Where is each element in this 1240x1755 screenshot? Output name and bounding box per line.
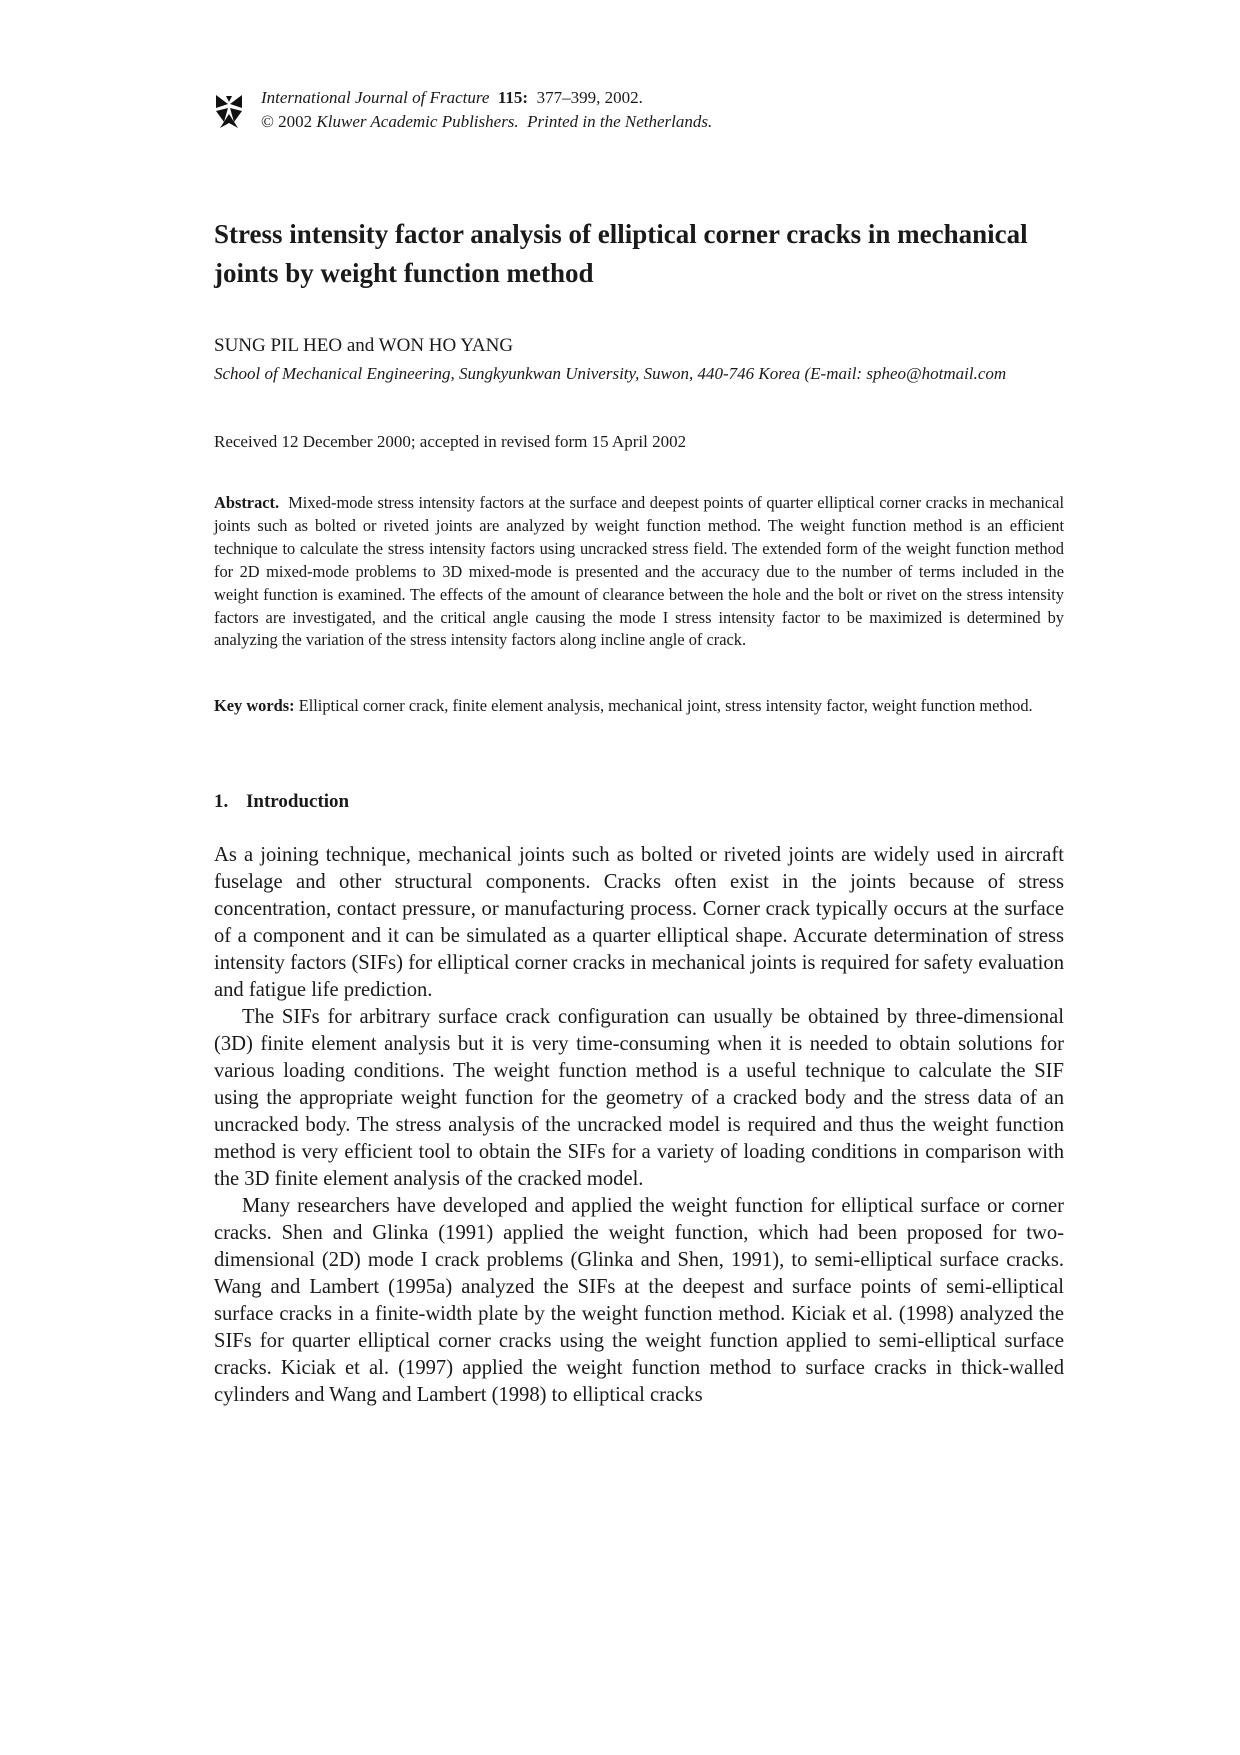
journal-name: International Journal of Fracture [261,88,490,107]
received-date: Received 12 December 2000; accepted in revised form 15 April 2002 [214,432,687,451]
copyright-line [261,110,712,134]
printed-note: Printed in the Netherlands. [527,112,713,131]
copyright-year: 2002 [278,112,313,131]
publisher-logo-icon [214,92,244,132]
author-list: SUNG PIL HEO and WON HO YANG [214,335,514,356]
paper-title: Stress intensity factor analysis of elliptical corner cracks in mechanical joints by weight function method [214,219,1028,288]
author-affiliation: School of Mechanical Engineering, Sungkyunkwan University, Suwon, 440-746 Korea (E-mail: spheo@hotmail.com [214,364,1007,383]
header-text [261,86,712,134]
section-number: 1. [214,791,229,812]
abstract-label: Abstract. [214,493,280,512]
journal-pages: 377–399, 2002. [536,88,643,107]
paragraph: Many researchers have developed and applied the weight function for elliptical surface or corner cracks. Shen and Glinka (1991) applied the weight function, which had been proposed for two-dimensional (2D) mode I crack problems (Glinka and Shen, 1991), to semi-elliptical surface cracks. Wang and Lambert (1995a) analyzed the SIFs at the deepest and surface points of semi-elliptical surface cracks in a finite-width plate by the weight function method. Kiciak et al. (1998) analyzed the SIFs for quarter elliptical corner cracks using the weight function applied to semi-elliptical surface cracks. Kiciak et al. (1997) applied the weight function method to surface cracks in thick-walled cylinders and Wang and Lambert (1998) to elliptical cracks [214,1195,1064,1406]
paragraph: As a joining technique, mechanical joints such as bolted or riveted joints are widely used in aircraft fuselage and other structural components. Cracks often exist in the joints because of stress concentration, contact pressure, or manufacturing process. Corner crack typically occurs at the surface of a component and it can be simulated as a quarter elliptical shape. Accurate determination of stress intensity factors (SIFs) for elliptical corner cracks in mechanical joints is required for safety evaluation and fatigue life prediction. [214,844,1064,1001]
keywords-text: Elliptical corner crack, finite element analysis, mechanical joint, stress intensity factor, weight function method. [298,696,1033,715]
journal-citation [261,86,712,110]
journal-volume: 115: [497,88,529,107]
paragraph: The SIFs for arbitrary surface crack configuration can usually be obtained by three-dimensional (3D) finite element analysis but it is very time-consuming when it is needed to obtain solutions for various loading conditions. The weight function method is a useful technique to calculate the SIF using the appropriate weight function for the geometry of a cracked body and the stress data of an uncracked body. The stress analysis of the uncracked model is required and thus the weight function method is very efficient tool to obtain the SIFs for a variety of loading conditions in comparison with the 3D finite element analysis of the cracked model. [214,1006,1064,1190]
journal-header [214,86,914,136]
publisher-name: Kluwer Academic Publishers. [316,112,519,131]
body-text [214,842,1064,1409]
abstract [214,492,1064,652]
keywords [214,695,1064,718]
section-title: Introduction [246,791,350,812]
keywords-label: Key words: [214,696,295,715]
abstract-text: Mixed-mode stress intensity factors at the surface and deepest points of quarter elliptical corner cracks in mechanical joints such as bolted or riveted joints are analyzed by weight function method. The weight function method is an efficient technique to calculate the stress intensity factors using uncracked stress field. The extended form of the weight function method for 2D mixed-mode problems to 3D mixed-mode is presented and the accuracy due to the number of terms included in the weight function is examined. The effects of the amount of clearance between the hole and the bolt or rivet on the stress intensity factors are investigated, and the critical angle causing the mode I stress intensity factor to be maximized is determined by analyzing the variation of the stress intensity factors along incline angle of crack. [214,493,1064,650]
section-heading [214,789,349,815]
copyright-symbol: © [261,112,274,131]
